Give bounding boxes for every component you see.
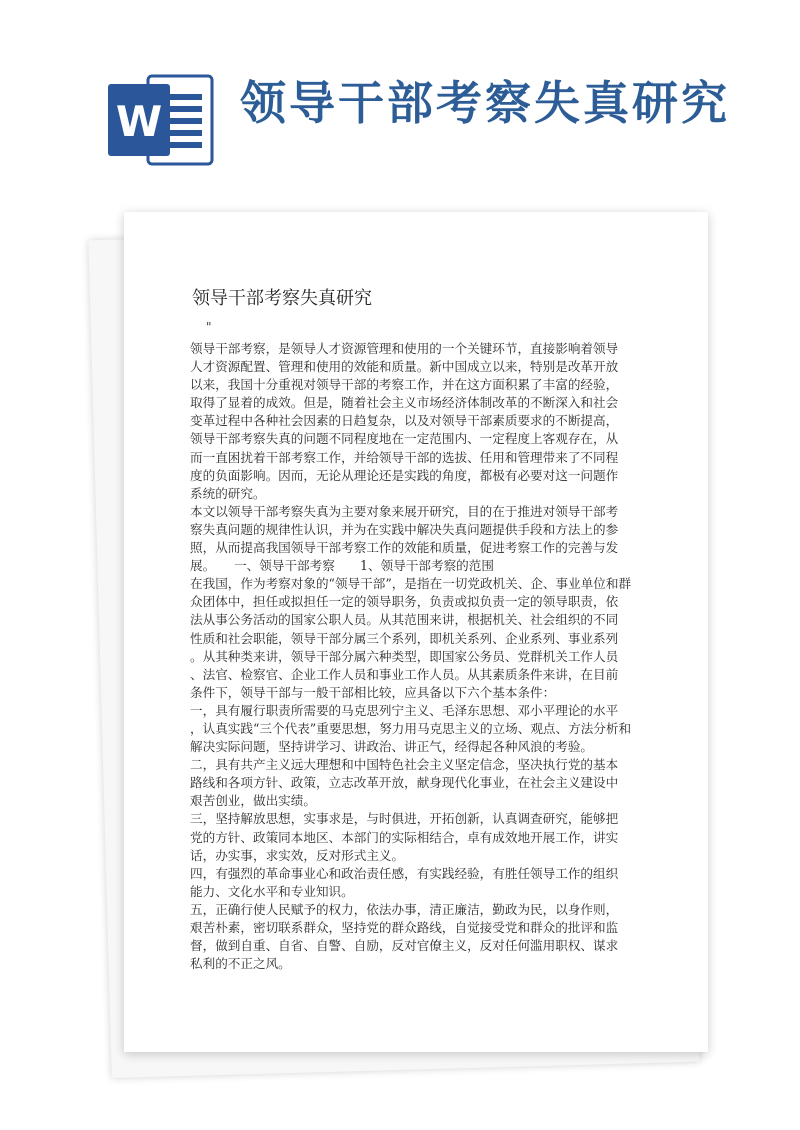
word-logo-icon: [104, 70, 216, 170]
body-line: ，认真实践“三个代表”重要思想，努力用马克思主义的立场、观点、方法分析和: [190, 720, 632, 736]
body-line: 领导干部考察失真的问题不同程度地在一定范围内、一定程度上客观存在，从: [190, 431, 619, 447]
body-line: 艰苦创业，做出实绩。: [190, 793, 316, 809]
body-line: 而一直困扰着干部考察工作，并给领导干部的选拔、任用和管理带来了不同程: [190, 449, 619, 465]
body-line: 解决实际问题，坚持讲学习、讲政治、讲正气，经得起各种风浪的考验。: [190, 739, 593, 755]
document-page: [124, 212, 708, 1052]
body-line: 私利的不正之风。: [190, 956, 291, 972]
body-line: 五，正确行使人民赋予的权力，依法办事，清正廉洁，勤政为民，以身作则，: [190, 901, 619, 917]
body-line: 党的方针、政策同本地区、本部门的实际相结合，卓有成效地开展工作，讲实: [190, 829, 619, 845]
body-line: 系统的研究。: [190, 485, 266, 501]
body-line: 人才资源配置、管理和使用的效能和质量。新中国成立以来，特别是改革开放: [190, 359, 619, 375]
body-line: 在我国，作为考察对象的“领导干部”，是指在一切党政机关、企、事业单位和群: [190, 576, 632, 592]
body-line: 取得了显着的成效。但是，随着社会主义市场经济体制改革的不断深入和社会: [190, 395, 619, 411]
body-line: 展。 一、领导干部考察 1、领导干部考察的范围: [190, 558, 494, 574]
body-line: 众团体中，担任或拟担任一定的领导职务，负责或拟负责一定的领导职责，依: [190, 594, 619, 610]
body-line: 性质和社会职能，领导干部分属三个系列，即机关系列、企业系列、事业系列: [190, 630, 619, 646]
banner-title: 领导干部考察失真研究: [240, 76, 730, 130]
body-line: 一，具有履行职责所需要的马克思列宁主义、毛泽东思想、邓小平理论的水平: [190, 702, 619, 718]
body-line: 以来，我国十分重视对领导干部的考察工作，并在这方面积累了丰富的经验，: [190, 377, 619, 393]
document-title: 领导干部考察失真研究: [192, 288, 372, 309]
body-line: 能力、文化水平和专业知识。: [190, 883, 354, 899]
body-line: 四，有强烈的革命事业心和政治责任感，有实践经验，有胜任领导工作的组织: [190, 865, 619, 881]
body-line: 条件下，领导干部与一般干部相比较，应具备以下六个基本条件：: [190, 684, 556, 700]
body-line: 。从其种类来讲，领导干部分属六种类型，即国家公务员、党群机关工作人员: [190, 648, 619, 664]
body-line: 督，做到自重、自省、自警、自励，反对官僚主义，反对任何滥用职权、谋求: [190, 938, 619, 954]
body-line: 本文以领导干部考察失真为主要对象来展开研究，目的在于推进对领导干部考: [190, 503, 619, 519]
body-line: 路线和各项方针、政策，立志改革开放，献身现代化事业，在社会主义建设中: [190, 775, 619, 791]
body-line: 察失真问题的规律性认识，并为在实践中解决失真问题提供手段和方法上的参: [190, 521, 619, 537]
document-body: [190, 340, 640, 973]
header-banner: [0, 0, 800, 200]
body-line: 二，具有共产主义远大理想和中国特色社会主义坚定信念，坚决执行党的基本: [190, 757, 619, 773]
quote-mark: ": [206, 320, 212, 334]
body-line: 变革过程中各种社会因素的日趋复杂，以及对领导干部素质要求的不断提高，: [190, 413, 619, 429]
word-logo-letter: W: [115, 97, 163, 146]
body-line: 照，从而提高我国领导干部考察工作的效能和质量，促进考察工作的完善与发: [190, 540, 619, 556]
body-line: 三，坚持解放思想，实事求是，与时俱进，开拓创新，认真调查研究，能够把: [190, 811, 619, 827]
body-line: 度的负面影响。因而，无论从理论还是实践的角度，都极有必要对这一问题作: [190, 467, 619, 483]
body-line: 艰苦朴素，密切联系群众，坚持党的群众路线，自觉接受党和群众的批评和监: [190, 920, 619, 935]
body-line: 、法官、检察官、企业工作人员和事业工作人员。从其素质条件来讲，在目前: [190, 666, 619, 682]
body-line: 话，办实事，求实效，反对形式主义。: [190, 847, 405, 863]
body-line: 法从事公务活动的国家公职人员。从其范围来讲，根据机关、社会组织的不同: [190, 612, 619, 628]
body-line: 领导干部考察，是领导人才资源管理和使用的一个关键环节，直接影响着领导: [190, 341, 619, 356]
